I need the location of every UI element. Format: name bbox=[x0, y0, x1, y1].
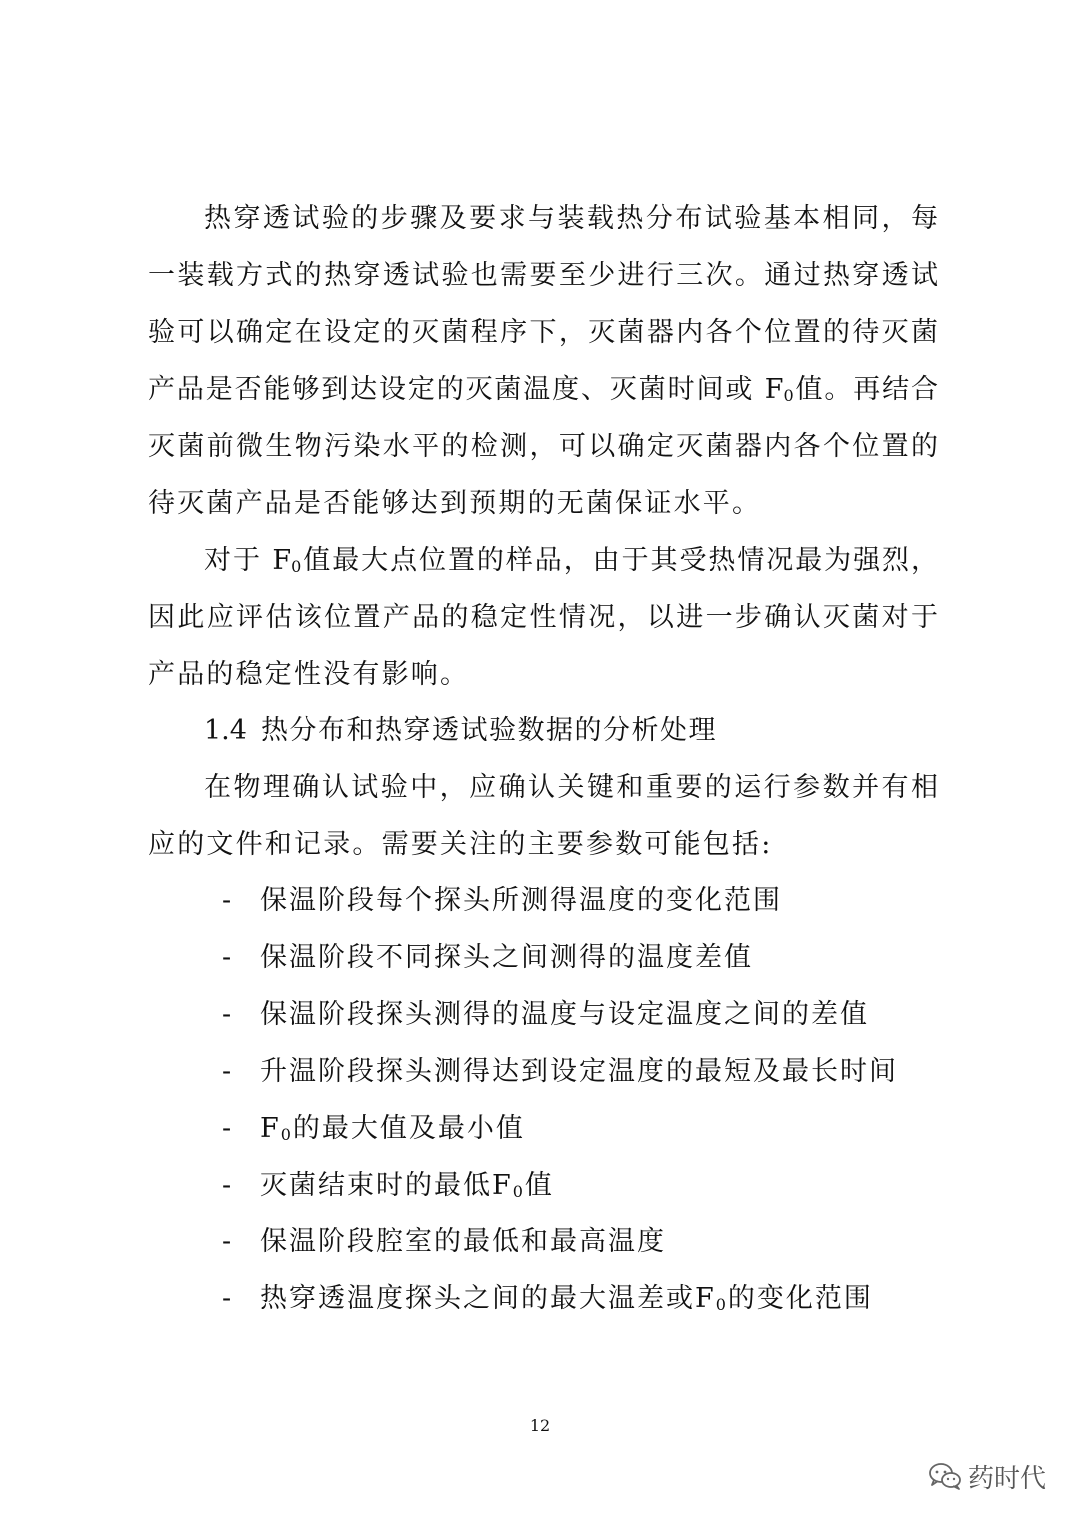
list-item-text: 升温阶段探头测得达到设定温度的最短及最长时间 bbox=[260, 1056, 898, 1087]
list-item-text: 保温阶段不同探头之间测得的温度差值 bbox=[260, 942, 753, 973]
list-dash: - bbox=[222, 1226, 234, 1257]
list-dash: - bbox=[222, 942, 234, 973]
section-heading bbox=[204, 711, 717, 751]
paragraph-1-line-2: 一装载方式的热穿透试验也需要至少进行三次。通过热穿透试 bbox=[148, 260, 938, 291]
subscript: 0 bbox=[783, 386, 794, 405]
subscript: 0 bbox=[291, 557, 302, 576]
subscript: 0 bbox=[512, 1182, 525, 1201]
watermark bbox=[928, 1456, 1046, 1496]
text-segment: 对于 F bbox=[204, 545, 292, 576]
subscript: 0 bbox=[715, 1295, 728, 1314]
paragraph-1-line-4 bbox=[148, 370, 938, 410]
list-dash: - bbox=[222, 1056, 234, 1087]
text-segment: 值。再结合 bbox=[793, 374, 938, 405]
list-dash: - bbox=[222, 1113, 234, 1144]
list-item-text bbox=[260, 1166, 554, 1206]
text-segment: 产品是否能够到达设定的灭菌温度、灭菌时间或 F bbox=[148, 374, 784, 405]
list-item-text bbox=[260, 1109, 525, 1149]
paragraph-1-line-5: 灭菌前微生物污染水平的检测，可以确定灭菌器内各个位置的 bbox=[148, 431, 938, 462]
paragraph-3-line-2: 应的文件和记录。需要关注的主要参数可能包括: bbox=[148, 829, 773, 860]
section-number: 1.4 bbox=[204, 715, 247, 746]
text-segment: 的最大值及最小值 bbox=[292, 1113, 525, 1144]
paragraph-2-line-2: 因此应评估该位置产品的稳定性情况，以进一步确认灭菌对于 bbox=[148, 602, 938, 633]
text-segment: 的变化范围 bbox=[727, 1283, 873, 1314]
section-title: 热分布和热穿透试验数据的分析处理 bbox=[260, 715, 717, 746]
page-number: 12 bbox=[529, 1416, 551, 1435]
text-segment: 灭菌结束时的最低F bbox=[260, 1170, 513, 1201]
list-item-text: 保温阶段腔室的最低和最高温度 bbox=[260, 1226, 666, 1257]
paragraph-3-line-1: 在物理确认试验中，应确认关键和重要的运行参数并有相 bbox=[204, 772, 938, 803]
text-segment: 热穿透温度探头之间的最大温差或F bbox=[260, 1283, 716, 1314]
text-segment: F bbox=[260, 1113, 281, 1144]
paragraph-1-line-1: 热穿透试验的步骤及要求与装载热分布试验基本相同，每 bbox=[204, 203, 938, 234]
list-item-text: 保温阶段探头测得的温度与设定温度之间的差值 bbox=[260, 999, 869, 1030]
list-dash: - bbox=[222, 1283, 234, 1314]
text-segment: 值最大点位置的样品，由于其受热情况最为强烈， bbox=[301, 545, 938, 576]
list-item-text: 保温阶段每个探头所测得温度的变化范围 bbox=[260, 885, 782, 916]
paragraph-2-line-3: 产品的稳定性没有影响。 bbox=[148, 659, 470, 690]
list-dash: - bbox=[222, 999, 234, 1030]
text-segment: 值 bbox=[524, 1170, 554, 1201]
list-item-text bbox=[260, 1279, 873, 1319]
wechat-icon bbox=[928, 1461, 962, 1491]
watermark-text: 药时代 bbox=[968, 1463, 1047, 1494]
paragraph-2-line-1 bbox=[204, 541, 938, 581]
list-dash: - bbox=[222, 885, 234, 916]
subscript: 0 bbox=[280, 1125, 293, 1144]
paragraph-1-line-3: 验可以确定在设定的灭菌程序下，灭菌器内各个位置的待灭菌 bbox=[148, 317, 938, 348]
list-dash: - bbox=[222, 1170, 234, 1201]
paragraph-1-line-6: 待灭菌产品是否能够达到预期的无菌保证水平。 bbox=[148, 488, 762, 519]
